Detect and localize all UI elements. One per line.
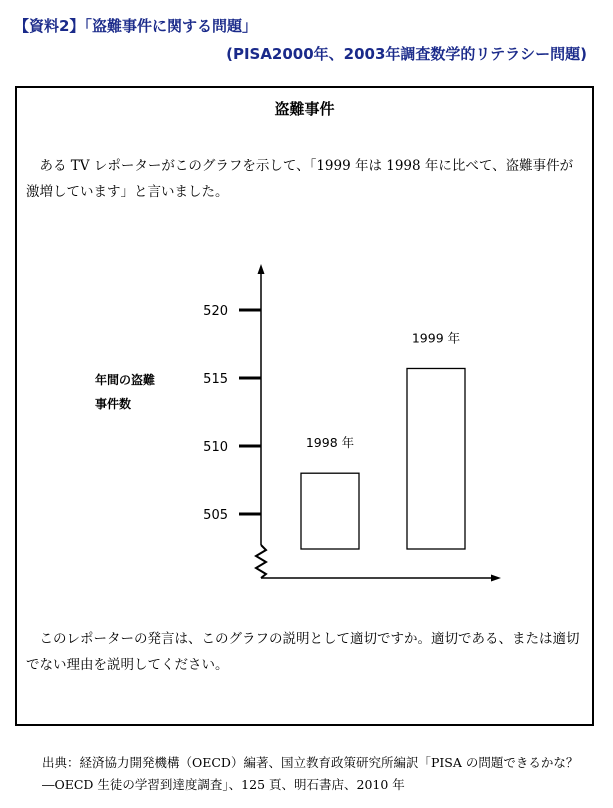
problem-question: このレポーターの発言は、このグラフの説明として適切ですか。適切である、または適切でない理由を説明してください。	[26, 631, 580, 673]
y-tick-label-520: 520	[203, 304, 228, 319]
bars	[301, 330, 465, 549]
y-ticks	[203, 304, 261, 523]
y-axis-arrow	[258, 264, 265, 274]
header-line-1: 【資料2】「盗難事件に関する問題」	[14, 17, 257, 35]
y-axis-label-line-2: 事件数	[95, 397, 132, 411]
y-tick-label-505: 505	[203, 508, 228, 523]
y-tick-label-510: 510	[203, 440, 228, 455]
y-tick-label-515: 515	[203, 372, 228, 387]
header-line-2: (PISA2000年、2003年調査数学的リテラシー問題)	[226, 45, 587, 63]
y-axis-label-line-1: 年間の盗難	[95, 373, 156, 387]
problem-title: 盗難事件	[274, 100, 335, 118]
axis-break	[256, 545, 266, 578]
bar-1	[301, 473, 359, 549]
bar-label-1: 1998 年	[305, 435, 355, 451]
bar-label-2: 1999 年	[411, 330, 461, 346]
source-citation: 出典：経済協力開発機構（OECD）編著、国立教育政策研究所編訳「PISA の問題できるかな？―OECD 生徒の学習到達度調査」、125 頁、明石書店、2010 年	[42, 755, 579, 792]
bar-2	[407, 368, 465, 549]
problem-intro: ある TV レポーターがこのグラフを示して、「1999 年は 1998 年に比べて、盗難事件が激増しています」と言いました。	[26, 158, 574, 200]
x-axis-arrow	[491, 575, 501, 582]
